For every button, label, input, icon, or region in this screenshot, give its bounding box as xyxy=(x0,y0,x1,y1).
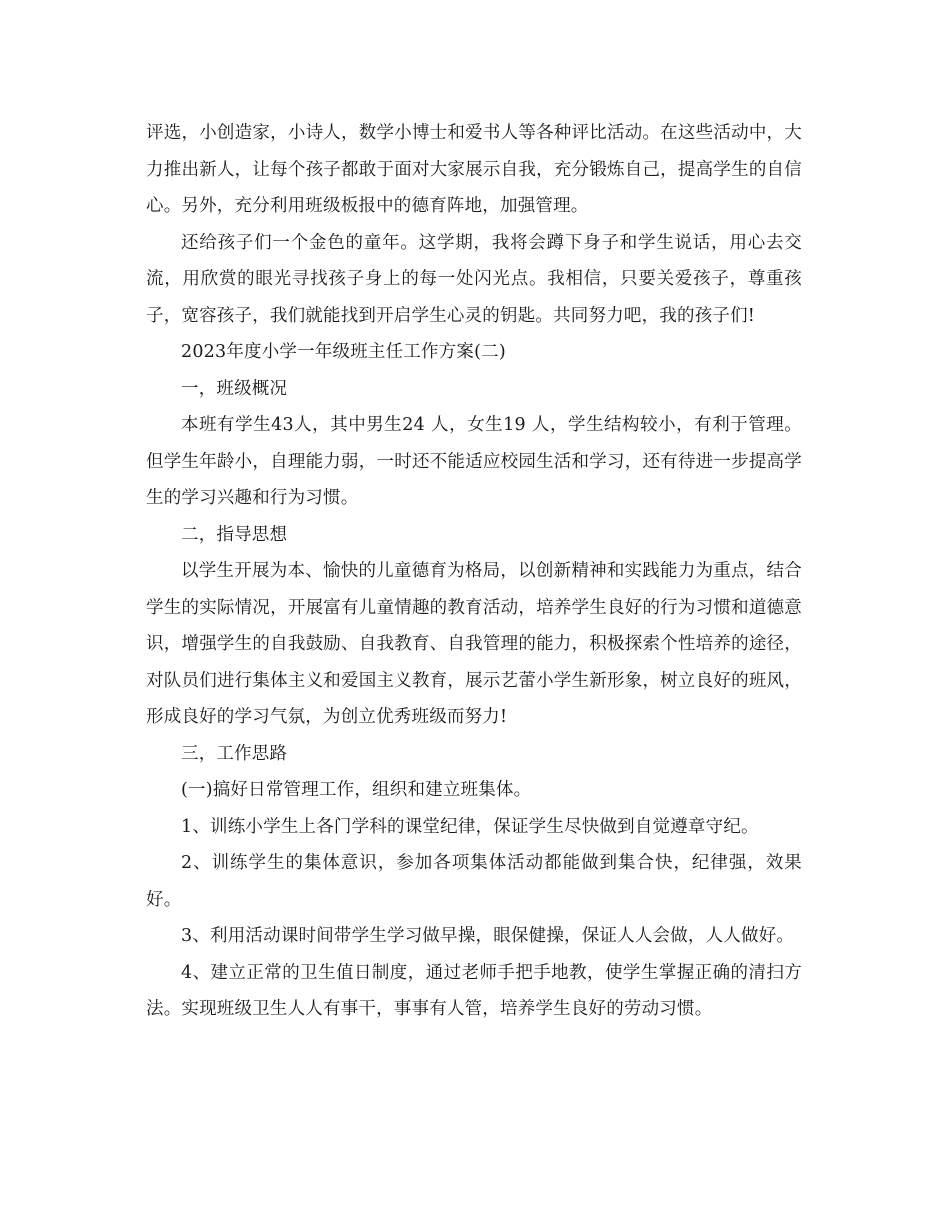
paragraph-continuation: 评选，小创造家，小诗人，数学小博士和爱书人等各种评比活动。在这些活动中，大力推出新人，让每个孩子都敢于面对大家展示自我，充分锻炼自己，提高学生的自信心。另外，充分利用班级板报中的德育阵地，加强管理。 xyxy=(146,123,802,216)
heading-guiding-ideology: 二，指导思想 xyxy=(181,524,288,545)
heading-class-overview: 一，班级概况 xyxy=(181,378,288,399)
subheading-daily-management: (一)搞好日常管理工作，组织和建立班集体。 xyxy=(181,780,532,800)
list-item-2: 2、训练学生的集体意识，参加各项集体活动都能做到集合快，纪律强，效果好。 xyxy=(146,853,802,910)
list-item-1: 1、训练小学生上各门学科的课堂纪律，保证学生尽快做到自觉遵章守纪。 xyxy=(181,816,759,837)
document-body xyxy=(146,115,802,1028)
paragraph-guiding-ideology: 以学生开展为本、愉快的儿童德育为格局，以创新精神和实践能力为重点，结合学生的实际情况，开展富有儿童情趣的教育活动，培养学生良好的行为习惯和道德意识，增强学生的自我鼓励、自我教育、自我管理的能力，积极探索个性培养的途径，对队员们进行集体主义和爱国主义教育，展示艺蕾小学生新形象，树立良好的班风，形成良好的学习气氛，为创立优秀班级而努力! xyxy=(146,561,802,727)
list-item-4: 4、建立正常的卫生值日制度，通过老师手把手地教，使学生掌握正确的清扫方法。实现班级卫生人人有事干，事事有人管，培养学生良好的劳动习惯。 xyxy=(146,962,802,1019)
section-title: 2023年度小学一年级班主任工作方案(二) xyxy=(181,342,506,362)
list-item-3: 3、利用活动课时间带学生学习做早操，眼保健操，保证人人会做，人人做好。 xyxy=(181,926,795,946)
paragraph-class-overview: 本班有学生43人，其中男生24 人，女生19 人，学生结构较小，有利于管理。但学生年龄小，自理能力弱，一时还不能适应校园生活和学习，还有待进一步提高学生的学习兴趣和行为习惯。 xyxy=(146,415,802,508)
heading-work-ideas: 三，工作思路 xyxy=(181,743,288,764)
paragraph-closing: 还给孩子们一个金色的童年。这学期，我将会蹲下身子和学生说话，用心去交流，用欣赏的眼光寻找孩子身上的每一处闪光点。我相信，只要关爱孩子，尊重孩子，宽容孩子，我们就能找到开启学生心灵的钥匙。共同努力吧，我的孩子们! xyxy=(146,232,802,326)
